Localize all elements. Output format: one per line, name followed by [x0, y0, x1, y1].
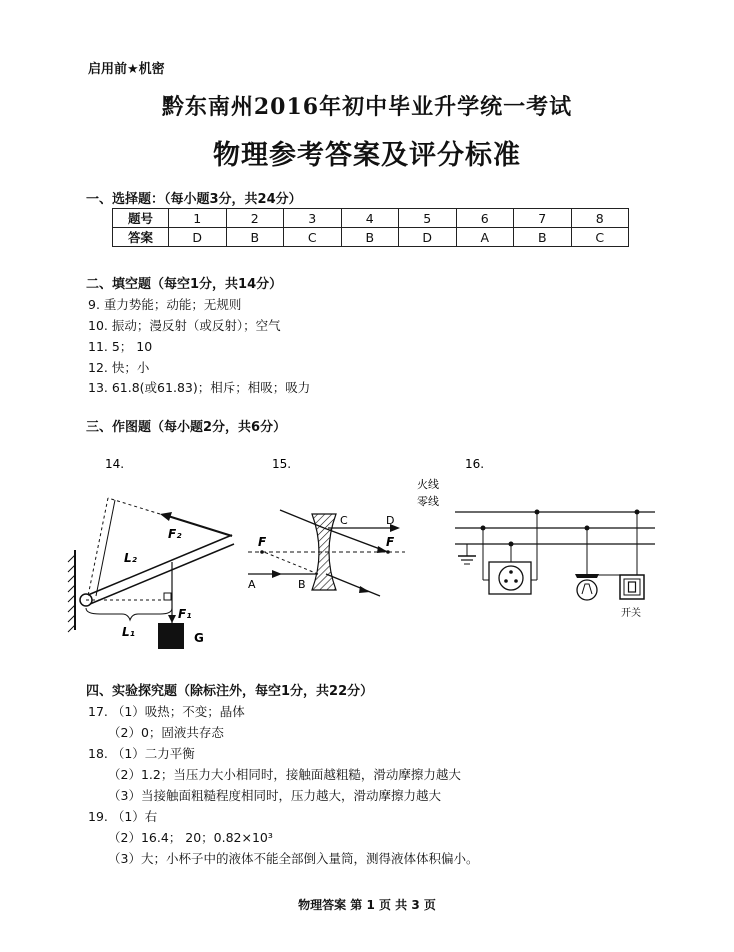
label-F1: F₁	[178, 607, 192, 621]
table-cell: 1	[169, 209, 227, 228]
figure-number: 16.	[465, 457, 485, 471]
label-B: B	[298, 578, 306, 591]
table-cell: 6	[456, 209, 514, 228]
lens-diagram	[240, 450, 415, 600]
page-footer: 物理答案 第 1 页 共 3 页	[298, 898, 436, 912]
answer-line: 18. （1）二力平衡	[88, 746, 195, 761]
label-L1: L₁	[122, 625, 135, 639]
table-cell: 8	[571, 209, 629, 228]
answer-line: （3）大；小杯子中的液体不能全部倒入量筒，测得液体体积偏小。	[108, 851, 479, 866]
label-L2: L₂	[124, 551, 137, 565]
table-header-cell: 题号	[113, 209, 169, 228]
section2-heading: 二、填空题（每空1分，共14分）	[86, 277, 283, 292]
table-cell: B	[226, 228, 284, 247]
lever-diagram	[60, 450, 260, 660]
figure-number: 14.	[105, 457, 125, 471]
table-cell: B	[341, 228, 399, 247]
label-A: A	[248, 578, 256, 591]
table-cell: 2	[226, 209, 284, 228]
label-D: D	[386, 514, 395, 527]
table-cell: D	[399, 228, 457, 247]
section4-heading: 四、实验探究题（除标注外，每空1分，共22分）	[86, 684, 374, 699]
answer-line: 11. 5； 10	[88, 339, 153, 354]
section3-heading: 三、作图题（每小题2分，共6分）	[86, 420, 287, 435]
exam-title: 黔东南州2016年初中毕业升学统一考试	[161, 94, 573, 120]
table-cell: 4	[341, 209, 399, 228]
table-cell: A	[456, 228, 514, 247]
table-row	[113, 209, 629, 228]
answer-line: （2）1.2；当压力大小相同时，接触面越粗糙，滑动摩擦力越大	[108, 767, 461, 782]
label-F2: F₂	[168, 527, 182, 541]
document-title: 物理参考答案及评分标准	[213, 140, 521, 171]
table-cell: C	[571, 228, 629, 247]
answer-line: （3）当接触面粗糙程度相同时，压力越大，滑动摩擦力越大	[108, 788, 441, 803]
table-cell: 3	[284, 209, 342, 228]
label-live-wire: 火线	[417, 478, 439, 491]
focus-right: F	[386, 535, 395, 549]
answer-table	[112, 208, 629, 247]
circuit-diagram	[415, 450, 665, 630]
figure-number: 15.	[272, 457, 292, 471]
answer-line: 12. 快；小	[88, 360, 150, 375]
label-neutral-wire: 零线	[417, 495, 439, 508]
table-row	[113, 228, 629, 247]
answer-line: （2）16.4； 20；0.82×10³	[108, 830, 273, 845]
label-C: C	[340, 514, 348, 527]
answer-line: 9. 重力势能；动能；无规则	[88, 297, 242, 312]
table-cell: D	[169, 228, 227, 247]
answer-line: 19. （1）右	[88, 809, 158, 824]
answer-line: 13. 61.8(或61.83)；相斥；相吸；吸力	[88, 380, 311, 395]
section1-heading: 一、选择题：（每小题3分，共24分）	[86, 192, 302, 207]
focus-left: F	[258, 535, 267, 549]
table-cell: 5	[399, 209, 457, 228]
table-cell: B	[514, 228, 572, 247]
table-header-cell: 答案	[113, 228, 169, 247]
answer-line: 17. （1）吸热；不变；晶体	[88, 704, 245, 719]
confidential-mark: 启用前★机密	[88, 62, 165, 77]
table-cell: C	[284, 228, 342, 247]
label-G: G	[194, 631, 204, 645]
answer-line: （2）0；固液共存态	[108, 725, 224, 740]
label-switch: 开关	[621, 608, 641, 619]
answer-line: 10. 振动；漫反射（或反射）；空气	[88, 318, 281, 333]
table-cell: 7	[514, 209, 572, 228]
